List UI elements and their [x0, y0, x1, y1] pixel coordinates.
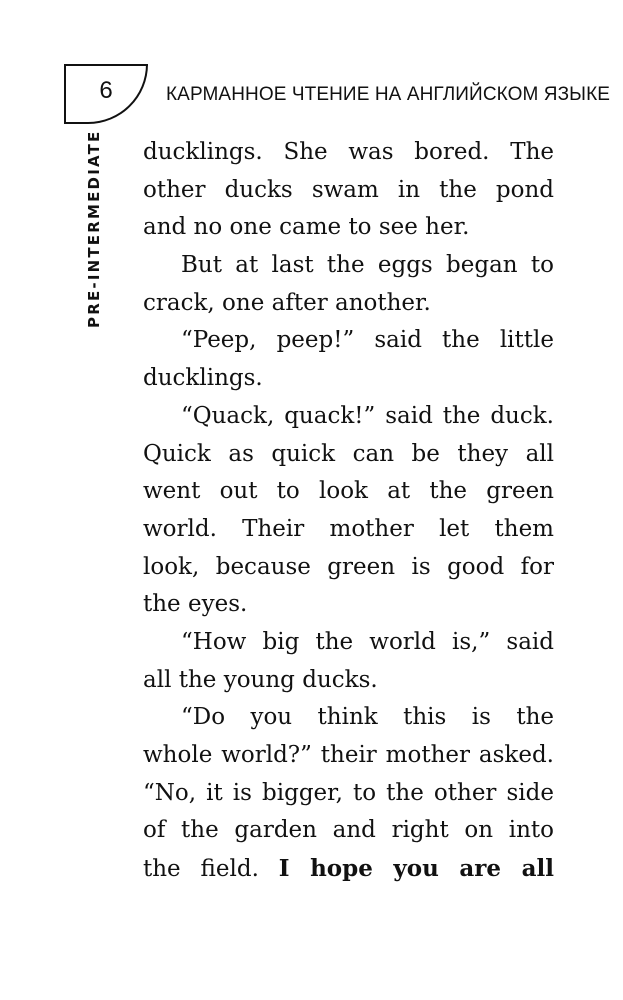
- text-line: of the garden and right on into: [143, 817, 554, 844]
- book-text: [143, 134, 554, 888]
- text-line: “Do you think this is the: [181, 704, 554, 731]
- text-line-regular: the field.: [143, 856, 259, 883]
- text-line: went out to look at the green: [143, 478, 554, 505]
- page-number: 6: [99, 77, 113, 104]
- text-line: whole world?” their mother asked.: [143, 742, 554, 768]
- text-line: look, because green is good for: [143, 553, 554, 580]
- text-line: ducklings. She was bored. The: [143, 139, 554, 165]
- text-line: and no one came to see her.: [143, 214, 470, 241]
- text-line: “No, it is bigger, to the other side: [143, 779, 554, 806]
- text-line-mixed: [143, 850, 554, 888]
- text-line-bold: I hope you are all: [278, 855, 554, 883]
- text-line: the eyes.: [143, 591, 248, 618]
- text-line: “Peep, peep!” said the little: [181, 327, 554, 354]
- text-line: world. Their mother let them: [143, 515, 554, 542]
- text-line: “How big the world is,” said: [181, 628, 554, 655]
- text-line: crack, one after another.: [143, 289, 431, 316]
- text-line: ducklings.: [143, 365, 263, 392]
- level-label-text: PRE-INTERMEDIATE: [85, 129, 103, 328]
- text-line: all the young ducks.: [143, 666, 378, 693]
- text-line: “Quack, quack!” said the duck.: [181, 402, 554, 429]
- running-head: КАРМАННОЕ ЧТЕНИЕ НА АНГЛИЙСКОМ ЯЗЫКЕ: [166, 84, 611, 105]
- text-line: Quick as quick can be they all: [143, 440, 554, 467]
- text-line: But at last the eggs began to: [181, 252, 554, 279]
- text-line: other ducks swam in the pond: [143, 176, 554, 203]
